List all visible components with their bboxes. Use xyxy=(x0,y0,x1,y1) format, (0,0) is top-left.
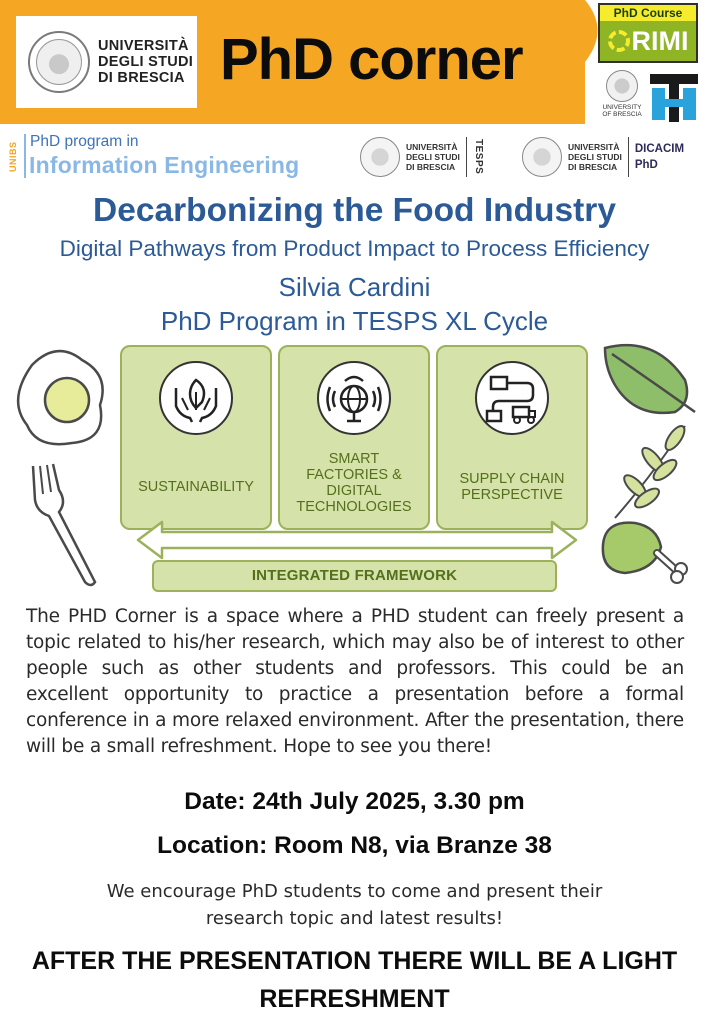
partner-university-name: UNIVERSITÀ DEGLI STUDI DI BRESCIA xyxy=(568,142,622,172)
chicken-leg-icon xyxy=(595,515,695,590)
speaker-name: Silvia Cardini xyxy=(278,272,431,302)
dicacim-logo xyxy=(522,137,684,177)
university-seal-icon xyxy=(606,70,638,102)
university-small-logo xyxy=(600,70,644,126)
talk-subtitle: Digital Pathways from Product Impact to Process Efficiency xyxy=(59,236,650,261)
pillar-supply-chain xyxy=(436,345,588,530)
university-small-name: UNIVERSITY OF BRESCIA xyxy=(602,104,642,118)
tesps-logo xyxy=(360,137,484,177)
logo-divider xyxy=(466,137,467,177)
tesps-label: TESPS xyxy=(472,139,484,175)
pillar-sustainability xyxy=(120,345,272,530)
pillar-label: SUSTAINABILITY xyxy=(138,479,254,495)
pillar-smart-factories xyxy=(278,345,430,530)
phd-course-label: PhD Course xyxy=(600,5,696,21)
supply-chain-icon xyxy=(475,361,549,435)
event-location: Location: Room N8, via Branze 38 xyxy=(157,832,552,859)
event-date: Date: 24th July 2025, 3.30 pm xyxy=(184,788,525,815)
page-title: PhD corner xyxy=(220,27,523,92)
ie-program-name: Information Engineering xyxy=(29,152,300,178)
description-paragraph: The PHD Corner is a space where a PHD student can freely present a topic related to his/her research, which may also be of interest to other people such as other students and professors. This could be an excellent opportunity to practice a presentation before a formal conference in a more relaxed environment. After the presentation, there will be a small refreshment. Hope to see you there! xyxy=(26,606,684,757)
ie-program-label: PhD program in xyxy=(30,133,139,150)
encourage-message: We encourage PhD students to come and present their research topic and latest results! xyxy=(106,881,603,929)
double-arrow-icon xyxy=(134,518,580,562)
university-seal-icon xyxy=(360,137,400,177)
fork-icon xyxy=(25,460,105,590)
pillar-label: SUPPLY CHAIN PERSPECTIVE xyxy=(459,471,565,503)
partner-university-name: UNIVERSITÀ DEGLI STUDI DI BRESCIA xyxy=(406,142,460,172)
university-logo xyxy=(16,16,197,108)
fried-egg-icon xyxy=(12,345,112,450)
dicacim-label: DICACIM PhD xyxy=(634,143,685,171)
globe-wifi-icon xyxy=(317,361,391,435)
unibs-vertical-label: UNIBS xyxy=(8,141,18,173)
th-logo-icon xyxy=(650,74,698,122)
university-seal-icon xyxy=(28,31,90,93)
ie-divider xyxy=(24,134,26,178)
hands-leaf-icon xyxy=(159,361,233,435)
speaker-program: PhD Program in TESPS XL Cycle xyxy=(160,306,549,336)
rimi-label: RIMI xyxy=(631,25,689,56)
herb-sprig-icon xyxy=(605,418,700,528)
rimi-phd-course-logo xyxy=(598,3,698,63)
pillar-label: SMART FACTORIES & DIGITAL TECHNOLOGIES xyxy=(296,451,412,515)
university-seal-icon xyxy=(522,137,562,177)
integrated-framework-bar: INTEGRATED FRAMEWORK xyxy=(152,560,557,592)
gear-icon xyxy=(608,30,630,52)
talk-title: Decarbonizing the Food Industry xyxy=(93,192,616,229)
university-name: UNIVERSITÀ DEGLI STUDI DI BRESCIA xyxy=(98,38,194,86)
leaf-icon xyxy=(600,340,700,430)
logo-divider xyxy=(628,137,629,177)
refreshment-notice: AFTER THE PRESENTATION THERE WILL BE A LIGHT REFRESHMENT xyxy=(31,947,678,1013)
